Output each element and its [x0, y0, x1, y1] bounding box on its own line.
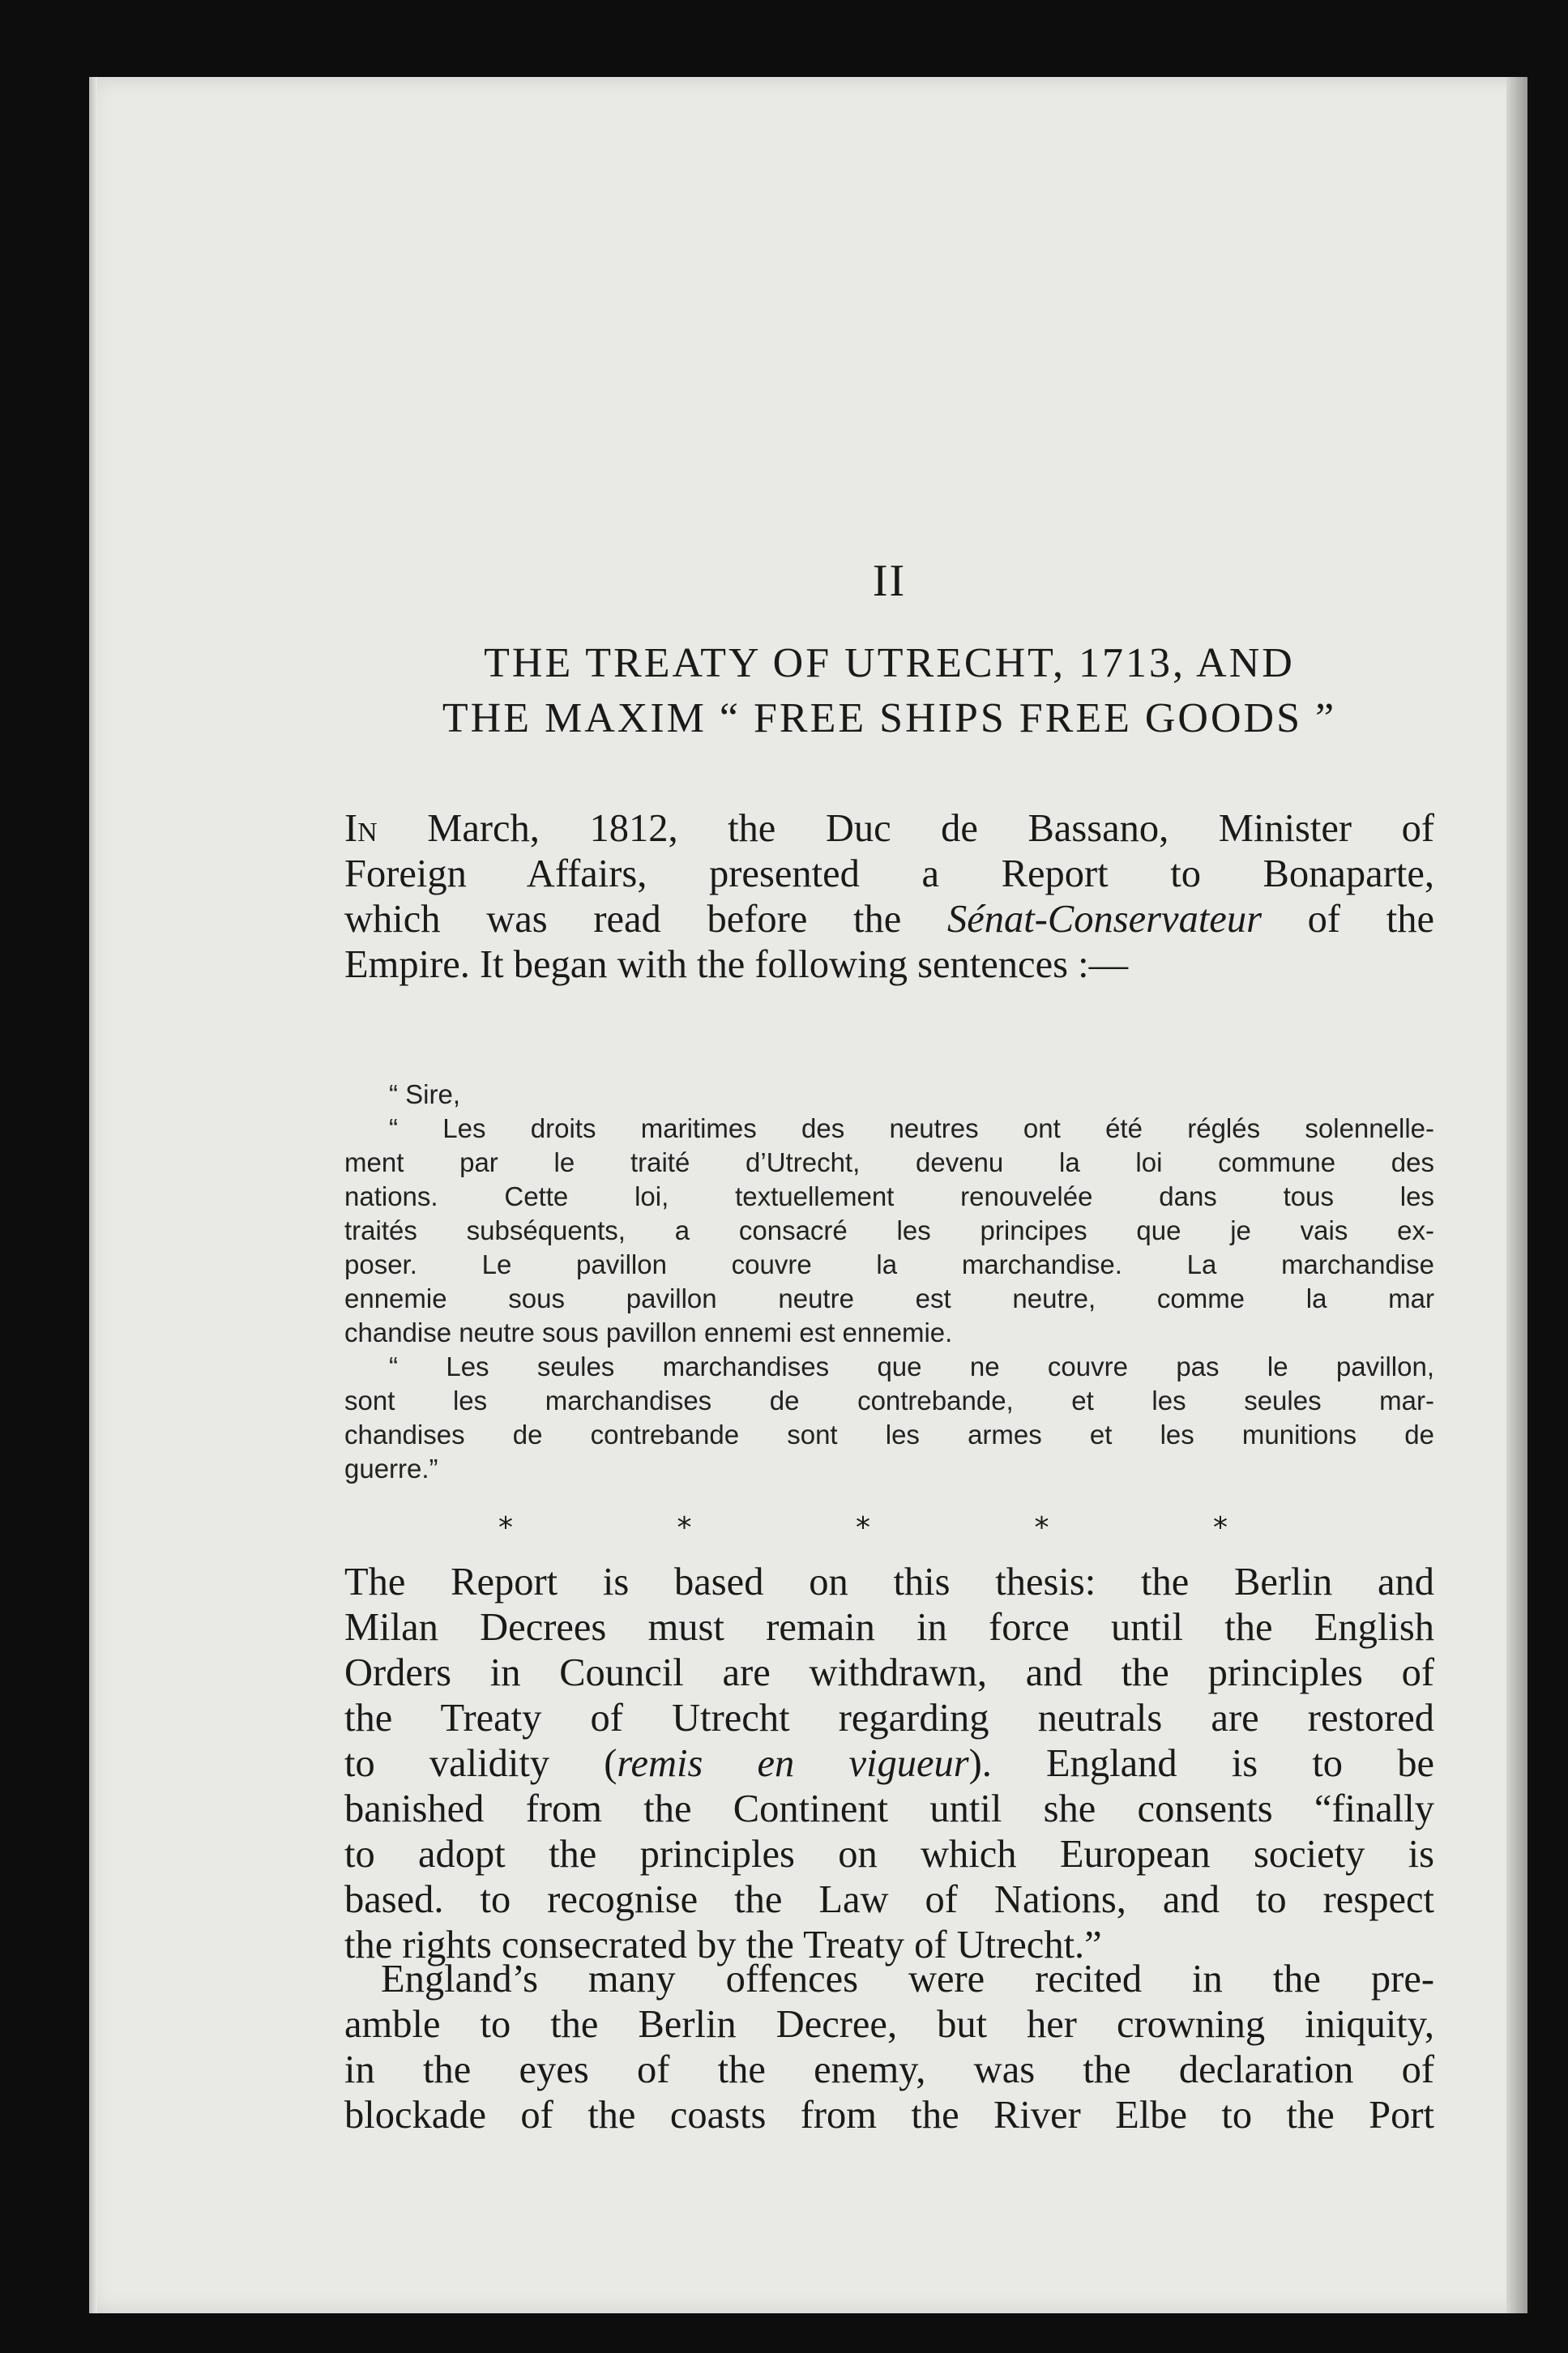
- paragraph-line: [344, 897, 1434, 942]
- paragraph-2: [344, 1560, 1434, 1968]
- quote-line: guerre.”: [344, 1454, 438, 1484]
- paragraph-3: [344, 1957, 1434, 2138]
- quote-line: poser. Le pavillon couvre la marchandise. La marchandise: [344, 1249, 1434, 1279]
- paragraph-text: of the: [1261, 898, 1435, 941]
- italic-phrase: remis en vigueur: [617, 1742, 969, 1785]
- asterisk: *: [498, 1511, 513, 1544]
- paragraph-text: to validity (: [344, 1742, 617, 1785]
- page-left-edge: [89, 77, 97, 2313]
- paragraph-line: Milan Decrees must remain in force until the English: [344, 1606, 1434, 1649]
- paragraph-line: based. to recognise the Law of Nations, and to respect: [344, 1878, 1434, 1921]
- asterisk: *: [677, 1511, 692, 1544]
- quote-line: “ Les droits maritimes des neutres ont été réglés solennelle-: [389, 1113, 1434, 1143]
- paragraph-line: to adopt the principles on which European society is: [344, 1833, 1434, 1876]
- quote-line: chandise neutre sous pavillon ennemi est ennemie.: [344, 1317, 953, 1347]
- paragraph-line: blockade of the coasts from the River Elbe to the Port: [344, 2094, 1434, 2137]
- paragraph-line: the rights consecrated by the Treaty of Utrecht.”: [344, 1924, 1102, 1967]
- drop-lead-word: In: [344, 807, 378, 850]
- paragraph-text: which was read before the: [344, 898, 948, 941]
- paragraph-line: [344, 806, 1434, 852]
- paragraph-line: Orders in Council are withdrawn, and the principles of: [344, 1651, 1434, 1694]
- paragraph-line: amble to the Berlin Decree, but her crowning iniquity,: [344, 2003, 1434, 2046]
- chapter-title-line: THE TREATY OF UTRECHT, 1713, AND: [484, 640, 1295, 686]
- quote-salutation: “ Sire,: [389, 1079, 461, 1109]
- scanned-page: [89, 77, 1527, 2313]
- paragraph-text: ). England is to be: [968, 1742, 1434, 1785]
- french-quotation: [344, 1078, 1434, 1486]
- quote-line: nations. Cette loi, textuellement renouvelée dans tous les: [344, 1181, 1434, 1211]
- paragraph-line: banished from the Continent until she consents “finally: [344, 1787, 1434, 1830]
- paragraph-line: England’s many offences were recited in the pre-: [381, 1958, 1434, 2001]
- quote-line: ennemie sous pavillon neutre est neutre, comme la mar: [344, 1283, 1434, 1313]
- asterisk: *: [1213, 1511, 1228, 1544]
- paragraph-line: Empire. It began with the following sentences :—: [344, 943, 1129, 986]
- paragraph-line: [344, 1741, 1434, 1787]
- paragraph-text: March, 1812, the Duc de Bassano, Minister of: [377, 807, 1434, 850]
- chapter-title: [344, 636, 1434, 746]
- section-break-asterisks: [498, 1511, 1228, 1544]
- paragraph-line: the Treaty of Utrecht regarding neutrals are restored: [344, 1697, 1434, 1740]
- quote-line: chandises de contrebande sont les armes et les munitions de: [344, 1420, 1434, 1450]
- quote-line: “ Les seules marchandises que ne couvre pas le pavillon,: [389, 1352, 1434, 1381]
- paragraph-line: The Report is based on this thesis: the Berlin and: [344, 1561, 1434, 1604]
- quote-line: sont les marchandises de contrebande, et les seules mar-: [344, 1386, 1434, 1416]
- chapter-number: II: [872, 556, 907, 606]
- quote-line: traités subséquents, a consacré les principes que je vais ex-: [344, 1215, 1434, 1245]
- quote-line: ment par le traité d’Utrecht, devenu la loi commune des: [344, 1147, 1434, 1177]
- asterisk: *: [856, 1511, 870, 1544]
- page-right-edge: [1506, 77, 1527, 2313]
- chapter-title-line: THE MAXIM “ FREE SHIPS FREE GOODS ”: [442, 695, 1337, 741]
- paragraph-1: [344, 806, 1434, 988]
- italic-term: Sénat-Conservateur: [947, 898, 1262, 941]
- paragraph-line: Foreign Affairs, presented a Report to Bonaparte,: [344, 852, 1434, 895]
- paragraph-line: in the eyes of the enemy, was the declaration of: [344, 2048, 1434, 2091]
- asterisk: *: [1034, 1511, 1049, 1544]
